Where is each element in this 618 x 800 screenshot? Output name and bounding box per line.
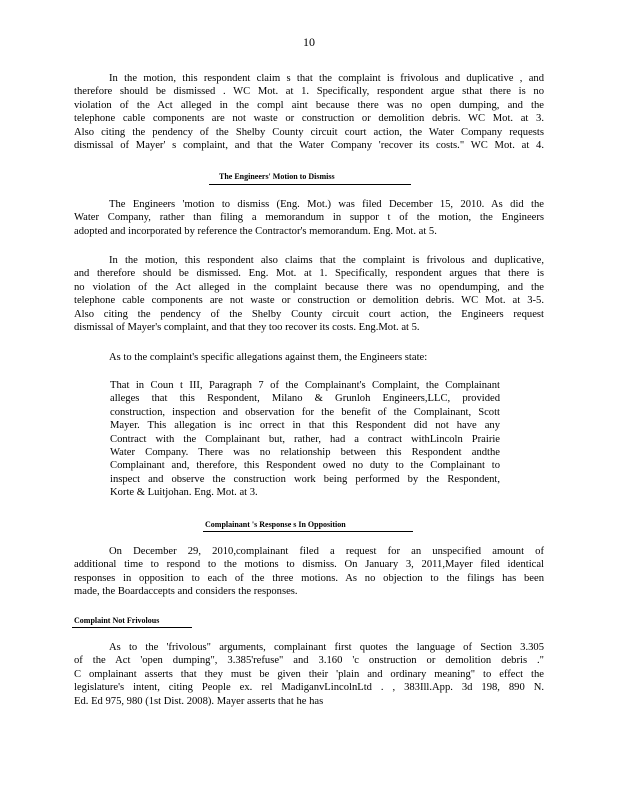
text-line: additional time to respond to the motions to dismiss. On January 3, 2011,Mayer filed identical [74,559,544,571]
text-line: Water Company, rather than filing a memorandum in suppor t of the motion, the Engineers [74,212,544,224]
text-line: Ed. Ed 975, 980 (1st Dist. 2008). Mayer asserts that he has [74,695,324,707]
text-line: made, the Boardaccepts and considers the responses. [74,586,298,598]
paragraph-specific-allegations [74,351,544,364]
text-line: Also citing the pendency of the Shelby County circuit court action, the Engineers request [74,308,544,320]
section-heading-not-frivolous: Complaint Not Frivolous [74,616,160,625]
text-line: construction, inspection and observation for the benefit of the Complainant, Scott [110,406,500,418]
paragraph-december-filing [74,545,544,599]
text-line: As to the complaint's specific allegations against them, the Engineers state: [109,352,428,363]
text-line: and therefore should be dismissed. Eng. Mot. at 1. Specifically, respondent argues that there is [74,268,544,280]
text-line: The Engineers 'motion to dismiss (Eng. Mot.) was filed December 15, 2010. As did the [109,199,544,210]
text-line: legislature's intent, citing People ex. rel MadiganvLincolnLtd . , 383Ill.App. 3d 198, 890 N. [74,682,544,694]
heading-underline [72,627,192,628]
text-line: inspect and observe the construction work being performed by the Respondent, [110,473,500,485]
text-line: In the motion, this respondent claim s that the complaint is frivolous and duplicative , and [109,73,544,84]
text-line: violation of the Act alleged in the compl aint because there was no open dumping, and the [74,99,544,111]
text-line: alleges that this Respondent, Milano & Grunloh Engineers,LLC, provided [110,393,500,405]
heading-underline [203,531,413,532]
text-line: As to the 'frivolous" arguments, complainant first quotes the language of Section 3.305 [109,642,544,653]
text-line: Also citing the pendency of the Shelby County circuit court action, the Water Company requests [74,126,544,138]
text-line: That in Coun t III, Paragraph 7 of the Complainant's Complaint, the Complainant [110,380,500,391]
heading-underline [209,184,411,185]
text-line: Mayer. This allegation is inc orrect in that this Respondent did not have any [110,420,500,432]
paragraph-motion-water-company [74,72,544,152]
paragraph-engineers-motion-filed [74,198,544,238]
text-line: Complainant and, therefore, this Respondent owed no duty to the Complainant to [110,460,500,472]
text-line: adopted and incorporated by reference the Contractor's memorandum. Eng. Mot. at 5. [74,225,437,237]
text-line: dismissal of Mayer's complaint, and that they too recover its costs. Eng.Mot. at 5. [74,322,420,334]
paragraph-motion-engineers [74,254,544,334]
text-line: Contract with the Complainant but, rather, had a contract withLincoln Prairie [110,433,500,445]
text-line: therefore should be dismissed . WC Mot. at 1. Specifically, respondent argue sthat there is no [74,86,544,98]
section-heading-engineers-motion: The Engineers' Motion to Dismiss [219,172,335,181]
text-line: On December 29, 2010,complainant filed a request for an unspecified amount of [109,546,544,557]
text-line: of the Act 'open dumping", 3.385'refuse" and 3.160 'c onstruction or demolition debris ." [74,655,544,667]
section-heading-complainant-responses: Complainant 's Response s In Opposition [205,520,346,529]
page-number: 10 [303,35,315,49]
paragraph-frivolous-arguments [74,641,544,708]
text-line: dismissal of Mayer' s complaint, and that the Water Company 'recover its costs." WC Mot. at 4. [74,140,544,152]
text-line: no violation of the Act alleged in the complaint because there was no opendumping, and the [74,281,544,293]
text-line: C omplainant asserts that they must be given their 'plain and ordinary meaning" to effect the [74,668,544,680]
text-line: Korte & Luitjohan. Eng. Mot. at 3. [110,487,258,499]
text-line: telephone cable components are not waste or construction or demolition debris. WC Mot. at 3-5. [74,295,544,307]
text-line: responses in opposition to each of the three motions. As no objection to the filings has been [74,572,544,584]
text-line: In the motion, this respondent also claims that the complaint is frivolous and duplicative, [109,255,544,266]
text-line: telephone cable components are not waste or construction or demolition debris. WC Mot. at 3. [74,113,544,125]
block-quote [110,379,500,500]
text-line: Water Company. There was no relationship between this Respondent andthe [110,447,500,459]
